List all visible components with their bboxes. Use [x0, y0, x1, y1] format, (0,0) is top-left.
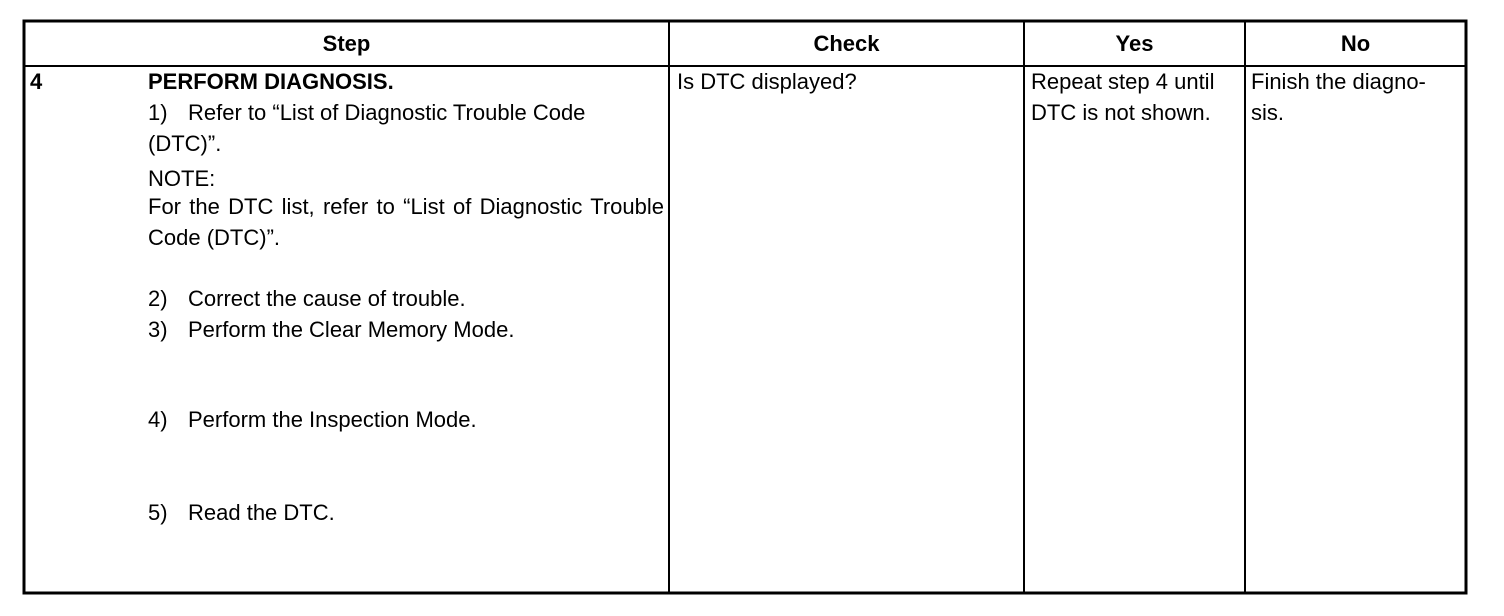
- note-label: NOTE:: [148, 166, 216, 191]
- header-check: Check: [813, 31, 880, 56]
- item-number: 5): [148, 500, 168, 525]
- check-text: Is DTC displayed?: [677, 69, 857, 94]
- yes-text-line-2: DTC is not shown.: [1031, 100, 1211, 125]
- item-text: Refer to “List of Diagnostic Trouble Code: [188, 100, 586, 125]
- item-text: Perform the Inspection Mode.: [188, 407, 477, 432]
- item-text: Correct the cause of trouble.: [188, 286, 466, 311]
- step-title: PERFORM DIAGNOSIS.: [148, 69, 394, 94]
- step-item-1: [148, 97, 585, 128]
- step-number: 4: [30, 69, 43, 94]
- header-yes: Yes: [1115, 31, 1154, 56]
- header-step: Step: [322, 31, 371, 56]
- header-no: No: [1340, 31, 1371, 56]
- item-text: Perform the Clear Memory Mode.: [188, 317, 515, 342]
- step-item-5: [148, 497, 335, 528]
- step-item-2: [148, 283, 466, 314]
- item-number: 4): [148, 407, 168, 432]
- step-item-3: [148, 314, 514, 345]
- item-text: Read the DTC.: [188, 500, 335, 525]
- item-number: 3): [148, 317, 168, 342]
- item-number: 2): [148, 286, 168, 311]
- note-text: For the DTC list, refer to “List of Diagnostic Trouble Code (DTC)”.: [148, 194, 664, 250]
- yes-text-line-1: Repeat step 4 until: [1031, 69, 1215, 94]
- step-item-1-continued: (DTC)”.: [148, 131, 222, 156]
- no-text-line-1: Finish the diagno-: [1251, 69, 1426, 94]
- step-item-4: [148, 404, 477, 435]
- no-text-line-2: sis.: [1251, 100, 1284, 125]
- item-number: 1): [148, 100, 168, 125]
